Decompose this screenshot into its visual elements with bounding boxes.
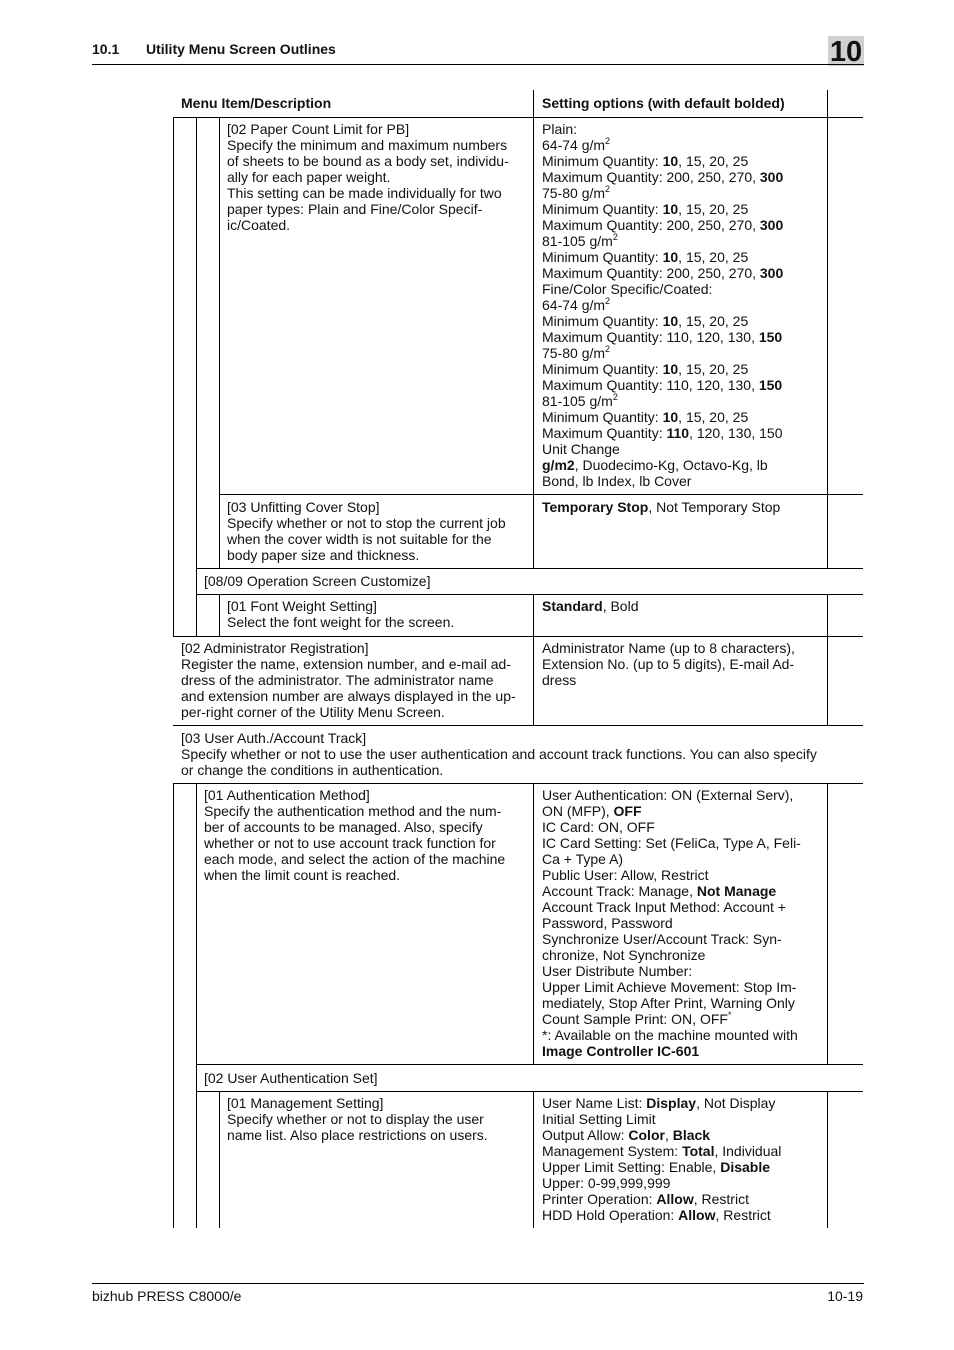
cell-line: Synchronize User/Account Track: Syn- bbox=[542, 931, 782, 947]
font-weight-setting-settings bbox=[542, 598, 639, 614]
management-setting-description bbox=[227, 1095, 488, 1143]
cell-line: ic/Coated. bbox=[227, 217, 291, 233]
cell-line: Minimum Quantity: 10, 15, 20, 25 bbox=[542, 409, 749, 425]
setting-column-header: Setting options (with default bolded) bbox=[542, 95, 785, 111]
grid-line bbox=[173, 725, 863, 726]
management-setting-settings bbox=[542, 1095, 781, 1223]
cell-line: or change the conditions in authentication. bbox=[181, 762, 444, 778]
cell-line: Count Sample Print: ON, OFF* bbox=[542, 1010, 732, 1027]
grid-line bbox=[173, 783, 174, 1228]
cell-line: Temporary Stop, Not Temporary Stop bbox=[542, 499, 781, 515]
cell-line: Minimum Quantity: 10, 15, 20, 25 bbox=[542, 313, 749, 329]
grid-line bbox=[173, 117, 863, 118]
cell-line: Account Track: Manage, Not Manage bbox=[542, 883, 777, 899]
cell-line: Minimum Quantity: 10, 15, 20, 25 bbox=[542, 153, 749, 169]
grid-line bbox=[219, 494, 863, 495]
cell-line: Register the name, extension number, and e-mail ad- bbox=[181, 656, 511, 672]
chapter-badge: 10 bbox=[829, 36, 863, 68]
cell-line: Specify the minimum and maximum numbers bbox=[227, 137, 508, 153]
cell-line: Printer Operation: Allow, Restrict bbox=[542, 1191, 749, 1207]
cell-line: ON (MFP), OFF bbox=[542, 803, 642, 819]
grid-line bbox=[219, 1091, 220, 1228]
cell-line: ally for each paper weight. bbox=[227, 169, 391, 185]
cell-line: Plain: bbox=[542, 121, 578, 137]
cell-line: Upper: 0-99,999,999 bbox=[542, 1175, 671, 1191]
cell-line: Select the font weight for the screen. bbox=[227, 614, 455, 630]
cell-line: Specify whether or not to stop the current job bbox=[227, 515, 506, 531]
cell-line: ber of accounts to be managed. Also, specify bbox=[204, 819, 483, 835]
paper-count-limit-settings bbox=[542, 121, 783, 489]
cell-line: Specify the authentication method and the num- bbox=[204, 803, 502, 819]
grid-line bbox=[827, 117, 828, 568]
cell-line: Image Controller IC-601 bbox=[542, 1043, 700, 1059]
grid-line bbox=[219, 594, 220, 636]
menu-column-header: Menu Item/Description bbox=[181, 95, 332, 111]
cell-line: Extension No. (up to 5 digits), E-mail Ad- bbox=[542, 656, 795, 672]
grid-line bbox=[533, 783, 534, 1064]
grid-line bbox=[196, 568, 863, 569]
grid-line bbox=[173, 117, 174, 636]
user-auth-account-track-description bbox=[181, 730, 817, 778]
grid-line bbox=[196, 1091, 863, 1092]
cell-line: IC Card Setting: Set (FeliCa, Type A, Feli- bbox=[542, 835, 801, 851]
cell-line: This setting can be made individually for two bbox=[227, 185, 502, 201]
cell-line: Password, Password bbox=[542, 915, 673, 931]
cell-line: Maximum Quantity: 110, 120, 130, 150 bbox=[542, 425, 783, 441]
grid-line bbox=[196, 1064, 863, 1065]
user-authentication-set-heading bbox=[204, 1070, 378, 1086]
cell-line: [03 User Auth./Account Track] bbox=[181, 730, 367, 746]
cell-line: User Distribute Number: bbox=[542, 963, 693, 979]
section-title: Utility Menu Screen Outlines bbox=[146, 41, 336, 57]
cell-line: each mode, and select the action of the machine bbox=[204, 851, 506, 867]
cell-line: Specify whether or not to display the user bbox=[227, 1111, 484, 1127]
cell-line: per-right corner of the Utility Menu Screen. bbox=[181, 704, 445, 720]
cell-line: 75-80 $g/m^2$ bbox=[542, 344, 611, 361]
cell-line: chronize, Not Synchronize bbox=[542, 947, 706, 963]
cell-line: Minimum Quantity: 10, 15, 20, 25 bbox=[542, 201, 749, 217]
cell-line: when the cover width is not suitable for the bbox=[227, 531, 492, 547]
font-weight-setting-description bbox=[227, 598, 454, 630]
authentication-method-settings bbox=[542, 787, 801, 1059]
grid-line bbox=[196, 594, 863, 595]
grid-line bbox=[827, 1091, 828, 1228]
cell-line: Public User: Allow, Restrict bbox=[542, 867, 709, 883]
authentication-method-description bbox=[204, 787, 505, 883]
section-number: 10.1 bbox=[92, 41, 120, 57]
footer-page-number: 10-19 bbox=[827, 1288, 863, 1304]
unfitting-cover-stop-settings bbox=[542, 499, 780, 515]
grid-line bbox=[827, 594, 828, 725]
cell-line: [02 Administrator Registration] bbox=[181, 640, 369, 656]
grid-line bbox=[196, 117, 197, 636]
cell-line: User Authentication: ON (External Serv), bbox=[542, 787, 794, 803]
grid-line bbox=[827, 783, 828, 1064]
administrator-registration-settings bbox=[542, 640, 795, 688]
cell-line: body paper size and thickness. bbox=[227, 547, 420, 563]
cell-line: Fine/Color Specific/Coated: bbox=[542, 281, 713, 297]
cell-line: Management System: Total, Individual bbox=[542, 1143, 782, 1159]
section-header bbox=[92, 41, 336, 57]
cell-line: Minimum Quantity: 10, 15, 20, 25 bbox=[542, 249, 749, 265]
cell-line: [01 Management Setting] bbox=[227, 1095, 384, 1111]
cell-line: Minimum Quantity: 10, 15, 20, 25 bbox=[542, 361, 749, 377]
cell-line: Upper Limit Achieve Movement: Stop Im- bbox=[542, 979, 797, 995]
cell-line: Maximum Quantity: 200, 250, 270, 300 bbox=[542, 169, 784, 185]
cell-line: [01 Font Weight Setting] bbox=[227, 598, 377, 614]
unfitting-cover-stop-description bbox=[227, 499, 506, 563]
administrator-registration-description bbox=[181, 640, 516, 720]
cell-line: Account Track Input Method: Account + bbox=[542, 899, 786, 915]
cell-line: Maximum Quantity: 110, 120, 130, 150 bbox=[542, 377, 783, 393]
cell-line: when the limit count is reached. bbox=[204, 867, 401, 883]
cell-line: [01 Authentication Method] bbox=[204, 787, 370, 803]
header-rule bbox=[92, 64, 864, 65]
cell-line: Maximum Quantity: 110, 120, 130, 150 bbox=[542, 329, 783, 345]
cell-line: Unit Change bbox=[542, 441, 620, 457]
cell-line: Maximum Quantity: 200, 250, 270, 300 bbox=[542, 217, 784, 233]
cell-line: dress bbox=[542, 672, 577, 688]
cell-line: 75-80 $g/m^2$ bbox=[542, 184, 611, 201]
cell-line: and extension number are always displayed in the up- bbox=[181, 688, 516, 704]
operation-screen-customize-heading bbox=[204, 573, 430, 589]
footer-product: bizhub PRESS C8000/e bbox=[92, 1288, 242, 1304]
cell-line: Initial Setting Limit bbox=[542, 1111, 656, 1127]
cell-line: User Name List: Display, Not Display bbox=[542, 1095, 776, 1111]
cell-line: mediately, Stop After Print, Warning Only bbox=[542, 995, 795, 1011]
cell-line: dress of the administrator. The administrator name bbox=[181, 672, 494, 688]
cell-line: Upper Limit Setting: Enable, Disable bbox=[542, 1159, 771, 1175]
cell-line: 81-105 $g/m^2$ bbox=[542, 392, 618, 409]
cell-line: *: Available on the machine mounted with bbox=[542, 1027, 798, 1043]
cell-line: Standard, Bold bbox=[542, 598, 639, 614]
cell-line: of sheets to be bound as a body set, individu- bbox=[227, 153, 509, 169]
cell-line: Specify whether or not to use the user authentication and account track functions. You can also specify bbox=[181, 746, 817, 762]
grid-line bbox=[533, 1091, 534, 1228]
cell-line: HDD Hold Operation: Allow, Restrict bbox=[542, 1207, 771, 1223]
cell-line: IC Card: ON, OFF bbox=[542, 819, 655, 835]
grid-line bbox=[827, 90, 828, 117]
cell-line: whether or not to use account track function for bbox=[204, 835, 496, 851]
cell-line: Administrator Name (up to 8 characters), bbox=[542, 640, 795, 656]
grid-line bbox=[533, 594, 534, 725]
cell-line: paper types: Plain and Fine/Color Specif- bbox=[227, 201, 483, 217]
cell-line: Output Allow: Color, Black bbox=[542, 1127, 711, 1143]
cell-line: 64-74 $g/m^2$ bbox=[542, 136, 611, 153]
cell-line: Maximum Quantity: 200, 250, 270, 300 bbox=[542, 265, 784, 281]
grid-line bbox=[219, 117, 220, 568]
cell-line: name list. Also place restrictions on users. bbox=[227, 1127, 488, 1143]
cell-line: [08/09 Operation Screen Customize] bbox=[204, 573, 431, 589]
paper-count-limit-description bbox=[227, 121, 509, 233]
grid-line bbox=[173, 636, 863, 637]
cell-line: [02 User Authentication Set] bbox=[204, 1070, 378, 1086]
footer-rule bbox=[92, 1283, 864, 1284]
grid-line bbox=[196, 783, 197, 1228]
cell-line: Bond, lb Index, lb Cover bbox=[542, 473, 692, 489]
cell-line: 64-74 $g/m^2$ bbox=[542, 296, 611, 313]
cell-line: Ca + Type A) bbox=[542, 851, 624, 867]
cell-line: [02 Paper Count Limit for PB] bbox=[227, 121, 410, 137]
cell-line: [03 Unfitting Cover Stop] bbox=[227, 499, 380, 515]
cell-line: 81-105 $g/m^2$ bbox=[542, 232, 618, 249]
grid-line bbox=[533, 117, 534, 568]
grid-line bbox=[533, 90, 534, 117]
grid-line bbox=[173, 783, 863, 784]
cell-line: g/m2, Duodecimo-Kg, Octavo-Kg, lb bbox=[542, 457, 768, 473]
